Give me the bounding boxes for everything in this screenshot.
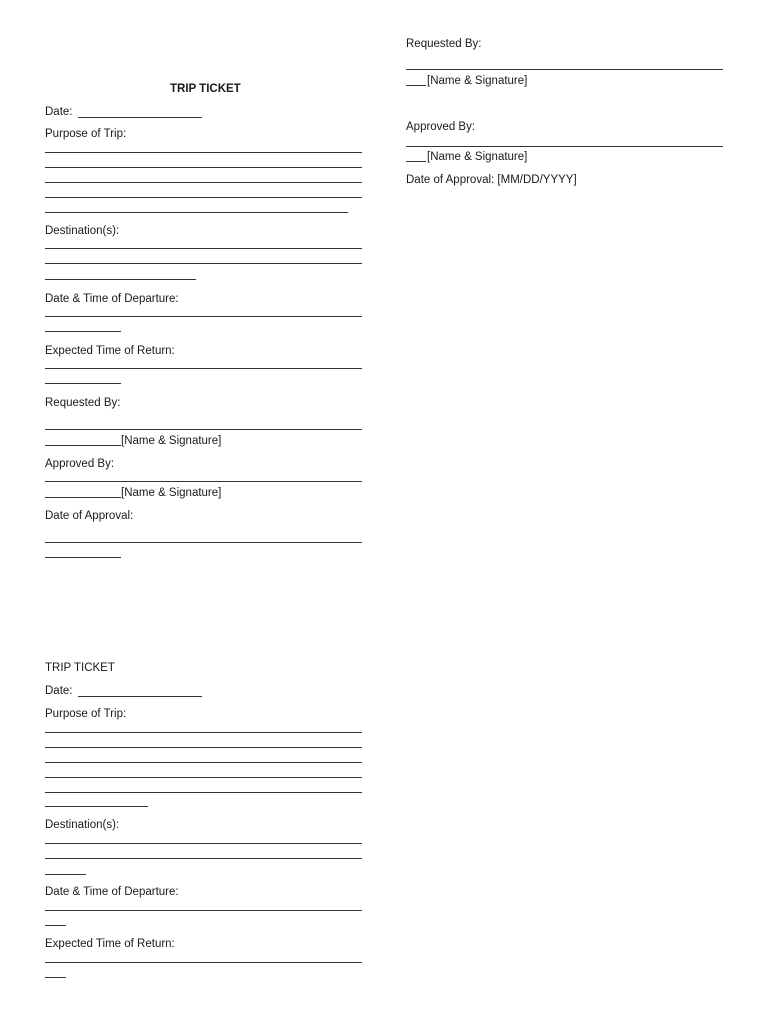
destination-label: Destination(s):	[45, 819, 120, 831]
approval-date-field-line[interactable]	[45, 557, 121, 558]
approval-date-label: Date of Approval:	[45, 510, 134, 522]
date-label: Date:	[45, 106, 76, 118]
approved-by-signature-label: [Name & Signature]	[427, 151, 528, 163]
approved-by-field-line[interactable]	[45, 497, 121, 498]
date-label: Date:	[45, 685, 76, 697]
requested-by-field-line[interactable]	[45, 445, 121, 446]
purpose-field-line[interactable]	[45, 152, 362, 153]
requested-by-field-line[interactable]	[406, 85, 426, 86]
purpose-field-line[interactable]	[45, 792, 362, 793]
requested-by-signature-label: [Name & Signature]	[121, 435, 222, 447]
destination-field-line[interactable]	[45, 858, 362, 859]
purpose-label: Purpose of Trip:	[45, 708, 127, 720]
departure-field-line[interactable]	[45, 910, 362, 911]
departure-field-line[interactable]	[45, 316, 362, 317]
requested-by-label: Requested By:	[406, 38, 482, 50]
purpose-field-line[interactable]	[45, 777, 362, 778]
purpose-field-line[interactable]	[45, 762, 362, 763]
destination-field-line[interactable]	[45, 843, 362, 844]
approved-by-label: Approved By:	[406, 121, 476, 133]
return-field-line[interactable]	[45, 383, 121, 384]
departure-field-line[interactable]	[45, 331, 121, 332]
departure-label: Date & Time of Departure:	[45, 293, 179, 305]
approved-by-field-line[interactable]	[406, 146, 723, 147]
destination-label: Destination(s):	[45, 225, 120, 237]
purpose-field-line[interactable]	[45, 212, 348, 213]
purpose-field-line[interactable]	[45, 732, 362, 733]
approval-date-field-line[interactable]	[45, 542, 362, 543]
approved-by-signature-label: [Name & Signature]	[121, 487, 222, 499]
purpose-field-line[interactable]	[45, 747, 362, 748]
destination-field-line[interactable]	[45, 279, 196, 280]
approved-by-field-line[interactable]	[45, 481, 362, 482]
ticket-title: TRIP TICKET	[45, 662, 115, 674]
return-label: Expected Time of Return:	[45, 345, 175, 357]
departure-label: Date & Time of Departure:	[45, 886, 179, 898]
requested-by-field-line[interactable]	[45, 429, 362, 430]
date-field-line[interactable]	[78, 117, 202, 118]
requested-by-label: Requested By:	[45, 397, 121, 409]
purpose-field-line[interactable]	[45, 182, 362, 183]
requested-by-field-line[interactable]	[406, 69, 723, 70]
date-field-line[interactable]	[78, 696, 202, 697]
destination-field-line[interactable]	[45, 248, 362, 249]
purpose-field-line[interactable]	[45, 167, 362, 168]
return-label: Expected Time of Return:	[45, 938, 175, 950]
ticket-title: TRIP TICKET	[170, 83, 241, 95]
departure-field-line[interactable]	[45, 925, 66, 926]
approved-by-label: Approved By:	[45, 458, 115, 470]
purpose-field-line[interactable]	[45, 806, 148, 807]
requested-by-signature-label: [Name & Signature]	[427, 75, 528, 87]
approved-by-field-line[interactable]	[406, 161, 426, 162]
return-field-line[interactable]	[45, 977, 66, 978]
destination-field-line[interactable]	[45, 874, 86, 875]
return-field-line[interactable]	[45, 962, 362, 963]
purpose-field-line[interactable]	[45, 197, 362, 198]
destination-field-line[interactable]	[45, 263, 362, 264]
return-field-line[interactable]	[45, 368, 362, 369]
approval-date-label: Date of Approval: [MM/DD/YYYY]	[406, 174, 577, 186]
purpose-label: Purpose of Trip:	[45, 128, 127, 140]
